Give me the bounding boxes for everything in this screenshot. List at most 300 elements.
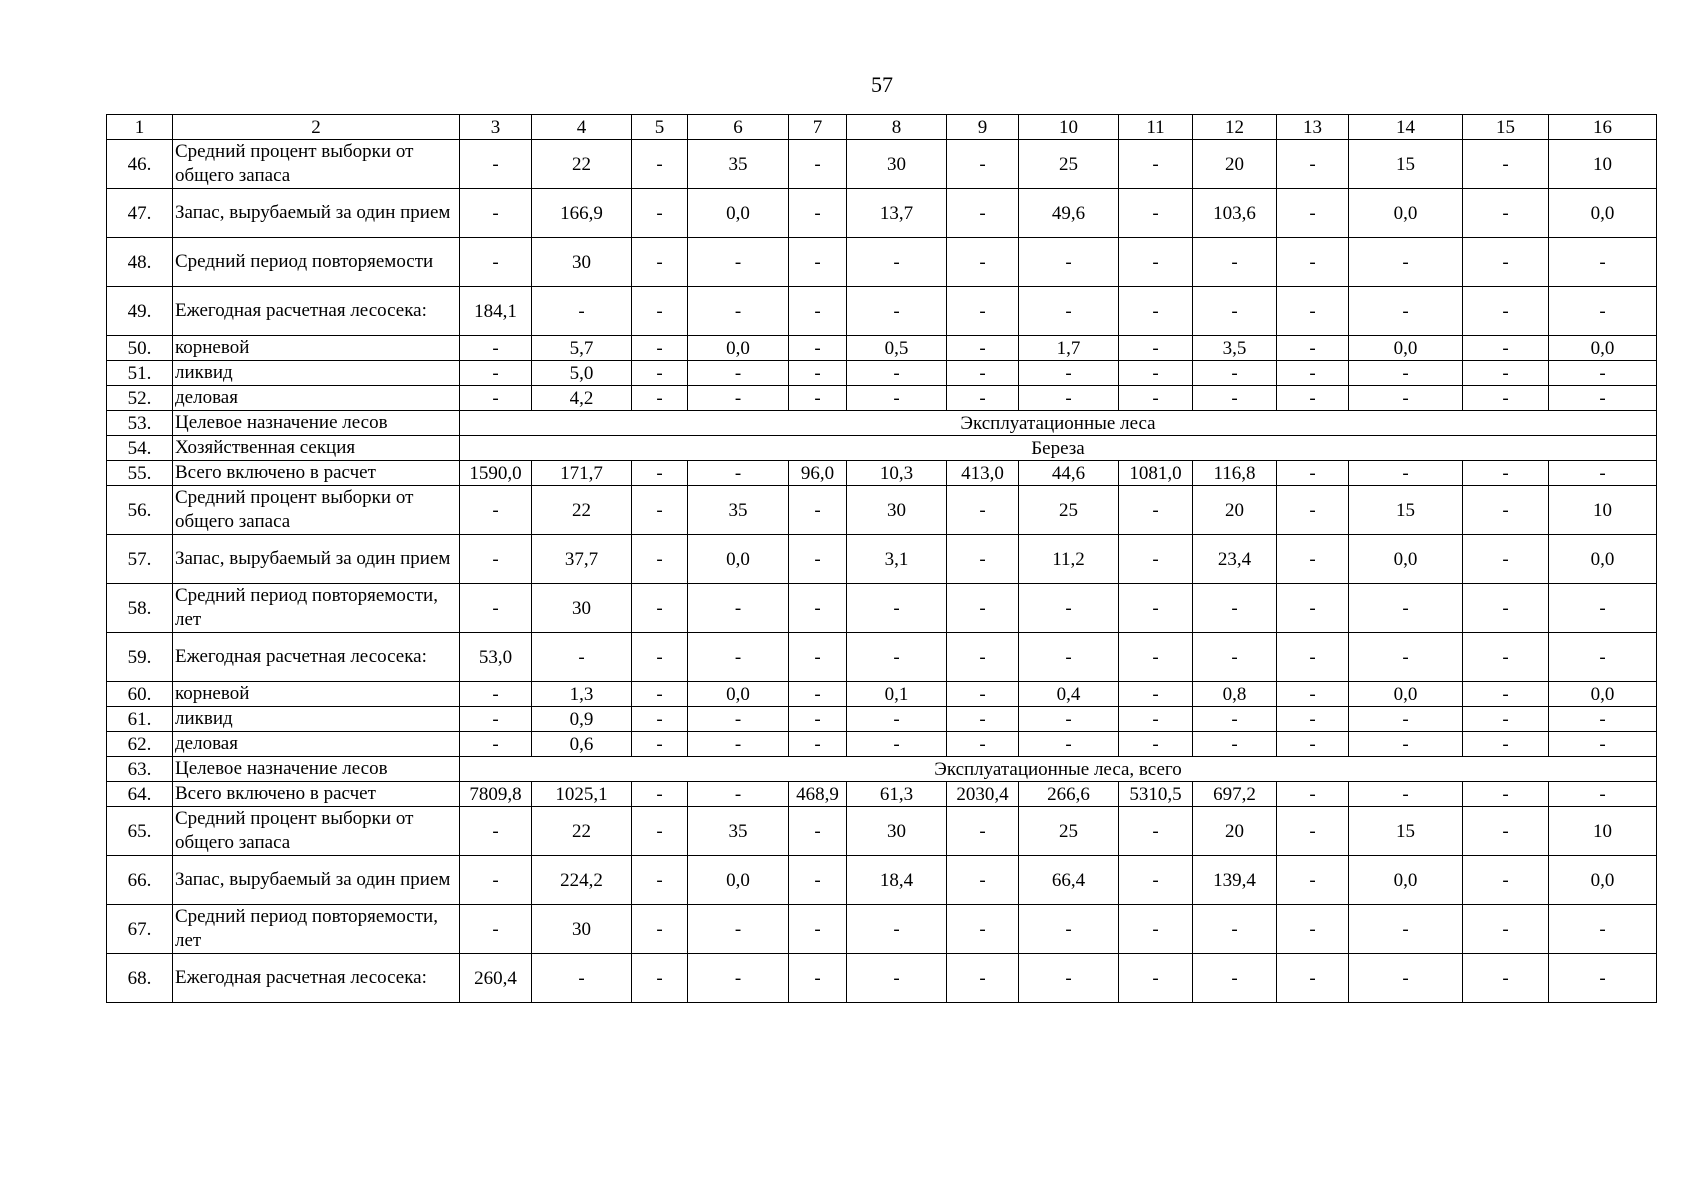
header-cell: 9 — [947, 115, 1019, 140]
value-cell: 30 — [532, 584, 632, 633]
value-cell: - — [1277, 807, 1349, 856]
row-label: Средний процент выборки от общего запаса — [173, 807, 460, 856]
value-cell: 20 — [1193, 486, 1277, 535]
value-cell: 22 — [532, 486, 632, 535]
value-cell: - — [1193, 732, 1277, 757]
row-label: ликвид — [173, 707, 460, 732]
row-label: Запас, вырубаемый за один прием — [173, 189, 460, 238]
value-cell: - — [1463, 336, 1549, 361]
value-cell: - — [1277, 361, 1349, 386]
value-cell: - — [1549, 461, 1657, 486]
value-cell: - — [1277, 287, 1349, 336]
value-cell: - — [1463, 856, 1549, 905]
value-cell: 166,9 — [532, 189, 632, 238]
row-label: Всего включено в расчет — [173, 782, 460, 807]
table-row — [107, 707, 1657, 732]
value-cell: - — [947, 386, 1019, 411]
row-number: 60. — [107, 682, 173, 707]
value-cell: 96,0 — [789, 461, 847, 486]
value-cell: - — [1349, 386, 1463, 411]
row-number: 55. — [107, 461, 173, 486]
value-cell: 25 — [1019, 807, 1119, 856]
value-cell: - — [1277, 856, 1349, 905]
row-number: 59. — [107, 633, 173, 682]
value-cell: - — [460, 535, 532, 584]
value-cell: - — [847, 633, 947, 682]
value-cell: - — [789, 682, 847, 707]
row-number: 66. — [107, 856, 173, 905]
table-row — [107, 140, 1657, 189]
value-cell: - — [1463, 238, 1549, 287]
value-cell: - — [1349, 633, 1463, 682]
value-cell: - — [1463, 140, 1549, 189]
value-cell: 1081,0 — [1119, 461, 1193, 486]
row-label: Ежегодная расчетная лесосека: — [173, 633, 460, 682]
value-cell: - — [1463, 189, 1549, 238]
value-cell: - — [1019, 238, 1119, 287]
value-cell: - — [460, 361, 532, 386]
value-cell: - — [632, 189, 688, 238]
value-cell: - — [947, 361, 1019, 386]
value-cell: - — [1549, 732, 1657, 757]
row-number: 47. — [107, 189, 173, 238]
value-cell: 0,0 — [688, 856, 789, 905]
table-row — [107, 856, 1657, 905]
value-cell: 1,7 — [1019, 336, 1119, 361]
value-cell: - — [1349, 782, 1463, 807]
value-cell: - — [1349, 732, 1463, 757]
value-cell: 35 — [688, 486, 789, 535]
header-cell: 12 — [1193, 115, 1277, 140]
value-cell: - — [1119, 140, 1193, 189]
value-cell: 0,0 — [1549, 682, 1657, 707]
value-cell: - — [688, 954, 789, 1003]
header-cell: 4 — [532, 115, 632, 140]
value-cell: - — [847, 584, 947, 633]
value-cell: - — [632, 535, 688, 584]
value-cell: - — [1119, 732, 1193, 757]
value-cell: 103,6 — [1193, 189, 1277, 238]
value-cell: - — [847, 954, 947, 1003]
value-cell: - — [688, 633, 789, 682]
value-cell: - — [789, 707, 847, 732]
value-cell: - — [1277, 633, 1349, 682]
value-cell: 0,4 — [1019, 682, 1119, 707]
value-cell: - — [1019, 361, 1119, 386]
value-cell: - — [688, 707, 789, 732]
value-cell: - — [1119, 856, 1193, 905]
value-cell: 13,7 — [847, 189, 947, 238]
table-row — [107, 535, 1657, 584]
value-cell: - — [947, 140, 1019, 189]
value-cell: - — [460, 140, 532, 189]
value-cell: 0,0 — [688, 189, 789, 238]
value-cell: 30 — [532, 238, 632, 287]
value-cell: 116,8 — [1193, 461, 1277, 486]
value-cell: - — [632, 140, 688, 189]
table-row — [107, 336, 1657, 361]
value-cell: - — [460, 189, 532, 238]
row-number: 50. — [107, 336, 173, 361]
row-number: 53. — [107, 411, 173, 436]
value-cell: 184,1 — [460, 287, 532, 336]
value-cell: - — [460, 856, 532, 905]
table-row — [107, 287, 1657, 336]
value-cell: 260,4 — [460, 954, 532, 1003]
value-cell: 37,7 — [532, 535, 632, 584]
value-cell: 1590,0 — [460, 461, 532, 486]
header-cell: 8 — [847, 115, 947, 140]
value-cell: - — [789, 535, 847, 584]
table-row — [107, 361, 1657, 386]
value-cell: - — [1119, 682, 1193, 707]
value-cell: - — [1463, 361, 1549, 386]
value-cell: - — [688, 238, 789, 287]
value-cell: 25 — [1019, 140, 1119, 189]
value-cell: - — [1119, 486, 1193, 535]
value-cell: 0,0 — [1549, 535, 1657, 584]
value-cell: 0,6 — [532, 732, 632, 757]
value-cell: - — [847, 707, 947, 732]
row-number: 56. — [107, 486, 173, 535]
allowable-cut-table — [106, 114, 1657, 1003]
value-cell: - — [789, 807, 847, 856]
value-cell: - — [1119, 361, 1193, 386]
value-cell: - — [1549, 386, 1657, 411]
value-cell: - — [1549, 287, 1657, 336]
value-cell: - — [1349, 287, 1463, 336]
value-cell: - — [1549, 782, 1657, 807]
header-cell: 1 — [107, 115, 173, 140]
value-cell: - — [632, 682, 688, 707]
value-cell: - — [1119, 535, 1193, 584]
value-cell: - — [1463, 386, 1549, 411]
value-cell: - — [532, 633, 632, 682]
value-cell: - — [947, 238, 1019, 287]
value-cell: - — [789, 361, 847, 386]
value-cell: - — [947, 905, 1019, 954]
value-cell: - — [632, 287, 688, 336]
row-number: 52. — [107, 386, 173, 411]
row-number: 62. — [107, 732, 173, 757]
row-label: Запас, вырубаемый за один прием — [173, 535, 460, 584]
value-cell: - — [1349, 707, 1463, 732]
value-cell: - — [1119, 807, 1193, 856]
value-cell: - — [947, 707, 1019, 732]
row-label: Хозяйственная секция — [173, 436, 460, 461]
value-cell: - — [1277, 189, 1349, 238]
value-cell: 0,5 — [847, 336, 947, 361]
row-label: Ежегодная расчетная лесосека: — [173, 954, 460, 1003]
value-cell: - — [688, 782, 789, 807]
value-cell: - — [1193, 633, 1277, 682]
value-cell: - — [947, 584, 1019, 633]
row-label: Целевое назначение лесов — [173, 411, 460, 436]
value-cell: - — [632, 336, 688, 361]
value-cell: - — [1119, 336, 1193, 361]
value-cell: - — [789, 633, 847, 682]
value-cell: - — [1277, 905, 1349, 954]
value-cell: 30 — [532, 905, 632, 954]
value-cell: 139,4 — [1193, 856, 1277, 905]
value-cell: - — [947, 287, 1019, 336]
value-cell: - — [947, 682, 1019, 707]
value-cell: 35 — [688, 807, 789, 856]
value-cell: - — [789, 584, 847, 633]
row-number: 49. — [107, 287, 173, 336]
table-header-row — [107, 115, 1657, 140]
value-cell: - — [1193, 361, 1277, 386]
value-cell: - — [688, 584, 789, 633]
row-number: 68. — [107, 954, 173, 1003]
value-cell: - — [460, 486, 532, 535]
value-cell: 0,9 — [532, 707, 632, 732]
table-row — [107, 461, 1657, 486]
value-cell: 171,7 — [532, 461, 632, 486]
value-cell: 61,3 — [847, 782, 947, 807]
value-cell: 30 — [847, 140, 947, 189]
value-cell: - — [789, 732, 847, 757]
value-cell: - — [947, 486, 1019, 535]
header-cell: 16 — [1549, 115, 1657, 140]
value-cell: - — [1277, 732, 1349, 757]
page-number: 57 — [871, 72, 893, 97]
row-number: 54. — [107, 436, 173, 461]
value-cell: - — [1349, 461, 1463, 486]
row-label: ликвид — [173, 361, 460, 386]
value-cell: - — [1019, 386, 1119, 411]
value-cell: - — [1277, 336, 1349, 361]
value-cell: - — [1193, 584, 1277, 633]
value-cell: - — [688, 732, 789, 757]
value-cell: - — [1463, 782, 1549, 807]
table-row — [107, 584, 1657, 633]
value-cell: - — [1193, 287, 1277, 336]
value-cell: - — [632, 707, 688, 732]
value-cell: - — [1463, 584, 1549, 633]
header-cell: 6 — [688, 115, 789, 140]
row-number: 64. — [107, 782, 173, 807]
value-cell: - — [1463, 461, 1549, 486]
value-cell: - — [1019, 584, 1119, 633]
value-cell: 15 — [1349, 140, 1463, 189]
row-label: Средний период повторяемости, лет — [173, 584, 460, 633]
row-number: 46. — [107, 140, 173, 189]
row-label: Средний процент выборки от общего запаса — [173, 486, 460, 535]
value-cell: - — [460, 807, 532, 856]
value-cell: - — [1119, 584, 1193, 633]
value-cell: - — [1349, 361, 1463, 386]
table-row — [107, 411, 1657, 436]
value-cell: 10 — [1549, 807, 1657, 856]
value-cell: - — [632, 905, 688, 954]
value-cell: - — [1019, 287, 1119, 336]
value-cell: 0,0 — [1549, 336, 1657, 361]
value-cell: - — [460, 386, 532, 411]
value-cell: - — [632, 584, 688, 633]
value-cell: - — [789, 486, 847, 535]
value-cell: - — [847, 732, 947, 757]
value-cell: 5,0 — [532, 361, 632, 386]
header-cell: 15 — [1463, 115, 1549, 140]
value-cell: 22 — [532, 807, 632, 856]
value-cell: 11,2 — [1019, 535, 1119, 584]
value-cell: - — [1463, 905, 1549, 954]
value-cell: - — [1119, 189, 1193, 238]
value-cell: - — [847, 386, 947, 411]
row-label: деловая — [173, 732, 460, 757]
value-cell: 0,0 — [688, 336, 789, 361]
value-cell: - — [947, 189, 1019, 238]
value-cell: - — [632, 238, 688, 287]
table-row — [107, 189, 1657, 238]
value-cell: - — [460, 238, 532, 287]
value-cell: - — [789, 140, 847, 189]
value-cell: - — [1277, 386, 1349, 411]
value-cell: 224,2 — [532, 856, 632, 905]
value-cell: - — [632, 486, 688, 535]
value-cell: 5,7 — [532, 336, 632, 361]
value-cell: - — [947, 535, 1019, 584]
value-cell: - — [1277, 682, 1349, 707]
value-cell: - — [1193, 954, 1277, 1003]
value-cell: 1025,1 — [532, 782, 632, 807]
value-cell: 10,3 — [847, 461, 947, 486]
value-cell: 0,0 — [688, 682, 789, 707]
value-cell: 30 — [847, 486, 947, 535]
row-label: корневой — [173, 682, 460, 707]
value-cell: - — [460, 682, 532, 707]
value-cell: - — [789, 386, 847, 411]
section-heading-cell: Эксплуатационные леса — [460, 411, 1657, 436]
value-cell: - — [1277, 486, 1349, 535]
row-label: Средний процент выборки от общего запаса — [173, 140, 460, 189]
value-cell: 697,2 — [1193, 782, 1277, 807]
value-cell: 0,0 — [688, 535, 789, 584]
value-cell: - — [1019, 633, 1119, 682]
row-label: Целевое назначение лесов — [173, 757, 460, 782]
value-cell: - — [1463, 732, 1549, 757]
value-cell: - — [1193, 905, 1277, 954]
table-row — [107, 782, 1657, 807]
value-cell: - — [1549, 905, 1657, 954]
value-cell: 49,6 — [1019, 189, 1119, 238]
row-number: 63. — [107, 757, 173, 782]
value-cell: - — [632, 461, 688, 486]
value-cell: 22 — [532, 140, 632, 189]
value-cell: - — [460, 707, 532, 732]
value-cell: 15 — [1349, 807, 1463, 856]
value-cell: - — [688, 386, 789, 411]
value-cell: - — [688, 287, 789, 336]
value-cell: 0,0 — [1549, 189, 1657, 238]
value-cell: - — [789, 856, 847, 905]
value-cell: - — [632, 807, 688, 856]
header-cell: 5 — [632, 115, 688, 140]
value-cell: - — [532, 287, 632, 336]
value-cell: 3,1 — [847, 535, 947, 584]
row-label: деловая — [173, 386, 460, 411]
value-cell: - — [688, 461, 789, 486]
value-cell: - — [847, 238, 947, 287]
value-cell: - — [947, 954, 1019, 1003]
value-cell: - — [1549, 361, 1657, 386]
value-cell: 23,4 — [1193, 535, 1277, 584]
value-cell: - — [1277, 954, 1349, 1003]
value-cell: - — [847, 361, 947, 386]
value-cell: - — [1019, 732, 1119, 757]
value-cell: 20 — [1193, 140, 1277, 189]
row-number: 61. — [107, 707, 173, 732]
value-cell: - — [1349, 238, 1463, 287]
value-cell: 0,0 — [1349, 856, 1463, 905]
value-cell: - — [1193, 707, 1277, 732]
value-cell: - — [632, 361, 688, 386]
row-number: 65. — [107, 807, 173, 856]
table-row — [107, 732, 1657, 757]
value-cell: - — [1549, 238, 1657, 287]
value-cell: 0,0 — [1349, 682, 1463, 707]
value-cell: 5310,5 — [1119, 782, 1193, 807]
value-cell: - — [632, 732, 688, 757]
row-label: Запас, вырубаемый за один прием — [173, 856, 460, 905]
value-cell: 15 — [1349, 486, 1463, 535]
value-cell: - — [1277, 584, 1349, 633]
value-cell: - — [789, 905, 847, 954]
value-cell: - — [1193, 238, 1277, 287]
header-cell: 10 — [1019, 115, 1119, 140]
value-cell: 0,8 — [1193, 682, 1277, 707]
value-cell: - — [1119, 386, 1193, 411]
value-cell: - — [947, 807, 1019, 856]
header-cell: 13 — [1277, 115, 1349, 140]
value-cell: - — [1119, 633, 1193, 682]
row-label: Всего включено в расчет — [173, 461, 460, 486]
value-cell: 30 — [847, 807, 947, 856]
value-cell: - — [1119, 954, 1193, 1003]
value-cell: - — [1019, 905, 1119, 954]
header-cell: 3 — [460, 115, 532, 140]
value-cell: - — [1463, 682, 1549, 707]
value-cell: - — [632, 782, 688, 807]
value-cell: 2030,4 — [947, 782, 1019, 807]
value-cell: - — [947, 633, 1019, 682]
value-cell: 35 — [688, 140, 789, 189]
value-cell: - — [789, 287, 847, 336]
value-cell: - — [460, 905, 532, 954]
value-cell: - — [1349, 954, 1463, 1003]
value-cell: - — [1277, 140, 1349, 189]
table-row — [107, 905, 1657, 954]
value-cell: - — [1277, 782, 1349, 807]
header-cell: 7 — [789, 115, 847, 140]
row-number: 58. — [107, 584, 173, 633]
value-cell: - — [1019, 707, 1119, 732]
value-cell: 20 — [1193, 807, 1277, 856]
value-cell: - — [1463, 707, 1549, 732]
value-cell: - — [1119, 905, 1193, 954]
value-cell: - — [789, 954, 847, 1003]
value-cell: - — [1349, 584, 1463, 633]
value-cell: - — [1277, 238, 1349, 287]
header-cell: 11 — [1119, 115, 1193, 140]
value-cell: 0,1 — [847, 682, 947, 707]
value-cell: - — [632, 386, 688, 411]
table-row — [107, 386, 1657, 411]
value-cell: - — [1277, 535, 1349, 584]
row-label: Средний период повторяемости, лет — [173, 905, 460, 954]
value-cell: - — [460, 732, 532, 757]
